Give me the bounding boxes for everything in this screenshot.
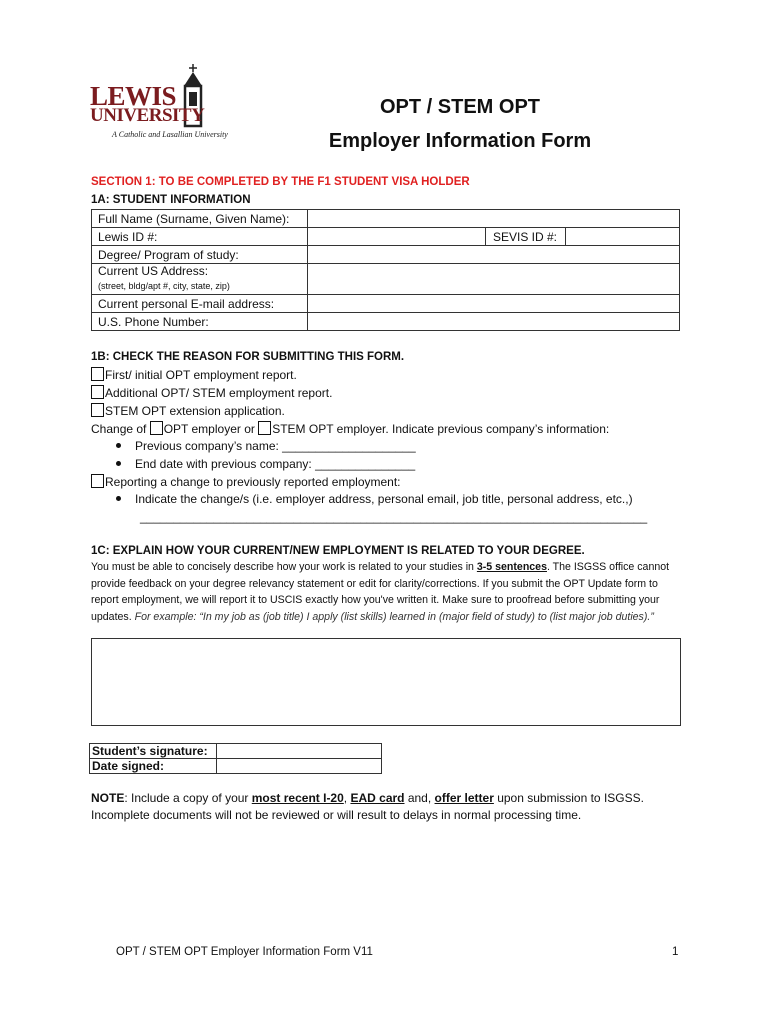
address-label-cell: [92, 264, 308, 295]
date-signed-field[interactable]: [217, 759, 382, 774]
instructions-text-2: . The ISGSS office cannot provide feedback on your degree relevancy statement or edit for clarity/corrections. If you submit the OPT Update form to report employment, we will report it to USCIS exactly how you've written it. Make sure to proofread before submitting your updates.: [91, 561, 670, 623]
note-part: ,: [343, 791, 351, 805]
signature-field[interactable]: [217, 744, 382, 759]
instructions-text-1: You must be able to concisely describe how your work is related to your studies in: [91, 561, 477, 573]
form-title-line1: OPT / STEM OPT: [379, 96, 540, 118]
reason-option-reporting-change: [91, 474, 401, 489]
full-name-field[interactable]: [308, 210, 680, 228]
list-item: [116, 439, 416, 453]
phone-field[interactable]: [308, 313, 680, 331]
logo-tagline: A Catholic and Lasallian University: [112, 130, 228, 139]
reason-option-additional: [91, 385, 332, 400]
table-row: [90, 744, 382, 759]
phone-label: U.S. Phone Number:: [92, 313, 308, 331]
address-hint: (street, bldg/apt #, city, state, zip): [98, 281, 230, 291]
university-logo: [84, 62, 234, 146]
instructions-example: For example: “In my job as (job title) I apply (list skills) learned in (major field of study) to (list major job duties).”: [134, 610, 654, 623]
section1-heading: SECTION 1: TO BE COMPLETED BY THE F1 STUDENT VISA HOLDER: [91, 176, 470, 188]
address-field[interactable]: [308, 264, 680, 295]
logo-name-line1: LEWIS: [90, 81, 177, 111]
table-row: [90, 759, 382, 774]
degree-label: Degree/ Program of study:: [92, 246, 308, 264]
bullet-icon: [116, 443, 121, 448]
extension-checkbox[interactable]: [91, 403, 104, 417]
table-row: [92, 295, 680, 313]
list-item: [116, 457, 415, 471]
form-title-line2: Employer Information Form: [328, 130, 592, 152]
bullet-icon: [116, 496, 121, 501]
relation-instructions: [91, 559, 681, 625]
note-part: and,: [404, 791, 435, 805]
table-row: [92, 246, 680, 264]
logo-name-line2: UNIVERSITY: [90, 105, 205, 126]
full-name-label: Full Name (Surname, Given Name):: [92, 210, 308, 228]
initial-report-checkbox[interactable]: [91, 367, 104, 381]
i20-requirement: most recent I-20: [251, 791, 344, 805]
additional-report-checkbox[interactable]: [91, 385, 104, 399]
change-blank-line[interactable]: ____________________________________________________________________________: [140, 510, 648, 524]
sentence-count-emphasis: 3-5 sentences: [476, 561, 547, 573]
reporting-change-checkbox[interactable]: [91, 474, 104, 488]
signature-label: Student’s signature:: [90, 744, 217, 759]
email-label: Current personal E-mail address:: [92, 295, 308, 313]
student-info-table: [91, 209, 680, 331]
reason-heading: 1B: CHECK THE REASON FOR SUBMITTING THIS FORM.: [91, 351, 405, 363]
additional-report-label: Additional OPT/ STEM employment report.: [105, 386, 333, 400]
list-item: [116, 492, 633, 506]
change-description: Indicate the change/s (i.e. employer address, personal email, job title, personal address, etc.,): [135, 492, 633, 506]
ead-card-requirement: EAD card: [350, 791, 405, 805]
change-stem-label: STEM OPT employer. Indicate previous company’s information:: [272, 422, 610, 436]
email-field[interactable]: [308, 295, 680, 313]
lewis-id-field[interactable]: [308, 228, 486, 246]
table-row: [92, 313, 680, 331]
degree-field[interactable]: [308, 246, 680, 264]
initial-report-label: First/ initial OPT employment report.: [105, 368, 297, 382]
change-prefix: Change of: [91, 422, 150, 436]
degree-relation-textarea[interactable]: [91, 638, 681, 726]
table-row: [92, 210, 680, 228]
change-opt-checkbox[interactable]: [150, 421, 163, 435]
reason-option-extension: [91, 403, 285, 418]
note-part: : Include a copy of your: [124, 791, 252, 805]
date-signed-label: Date signed:: [90, 759, 217, 774]
sevis-id-label: SEVIS ID #:: [486, 228, 566, 246]
previous-end-date[interactable]: End date with previous company: _______________: [135, 457, 416, 471]
offer-letter-requirement: offer letter: [434, 791, 494, 805]
note-text: [91, 790, 691, 824]
lewis-id-label: Lewis ID #:: [92, 228, 308, 246]
change-opt-label: OPT employer or: [163, 422, 259, 436]
table-row: [92, 264, 680, 295]
note-label: NOTE: [91, 791, 125, 805]
table-row: [92, 228, 680, 246]
signature-table: [89, 743, 382, 774]
reason-option-change: [91, 421, 609, 436]
previous-company-name[interactable]: Previous company’s name: ____________________: [135, 439, 416, 453]
relation-heading: 1C: EXPLAIN HOW YOUR CURRENT/NEW EMPLOYMENT IS RELATED TO YOUR DEGREE.: [91, 545, 585, 557]
change-stem-checkbox[interactable]: [258, 421, 271, 435]
student-info-heading: 1A: STUDENT INFORMATION: [91, 194, 251, 206]
reason-option-initial: [91, 367, 297, 382]
reporting-change-label: Reporting a change to previously reported employment:: [105, 475, 401, 489]
bullet-icon: [116, 461, 121, 466]
page-number: 1: [672, 946, 679, 958]
footer-text: OPT / STEM OPT Employer Information Form V11: [116, 946, 373, 958]
address-label: Current US Address:: [98, 264, 209, 278]
extension-label: STEM OPT extension application.: [105, 404, 285, 418]
note-part: upon submission to ISGSS. Incomplete documents will not be reviewed or will result to delays in normal processing time.: [91, 791, 644, 822]
sevis-id-field[interactable]: [566, 228, 680, 246]
